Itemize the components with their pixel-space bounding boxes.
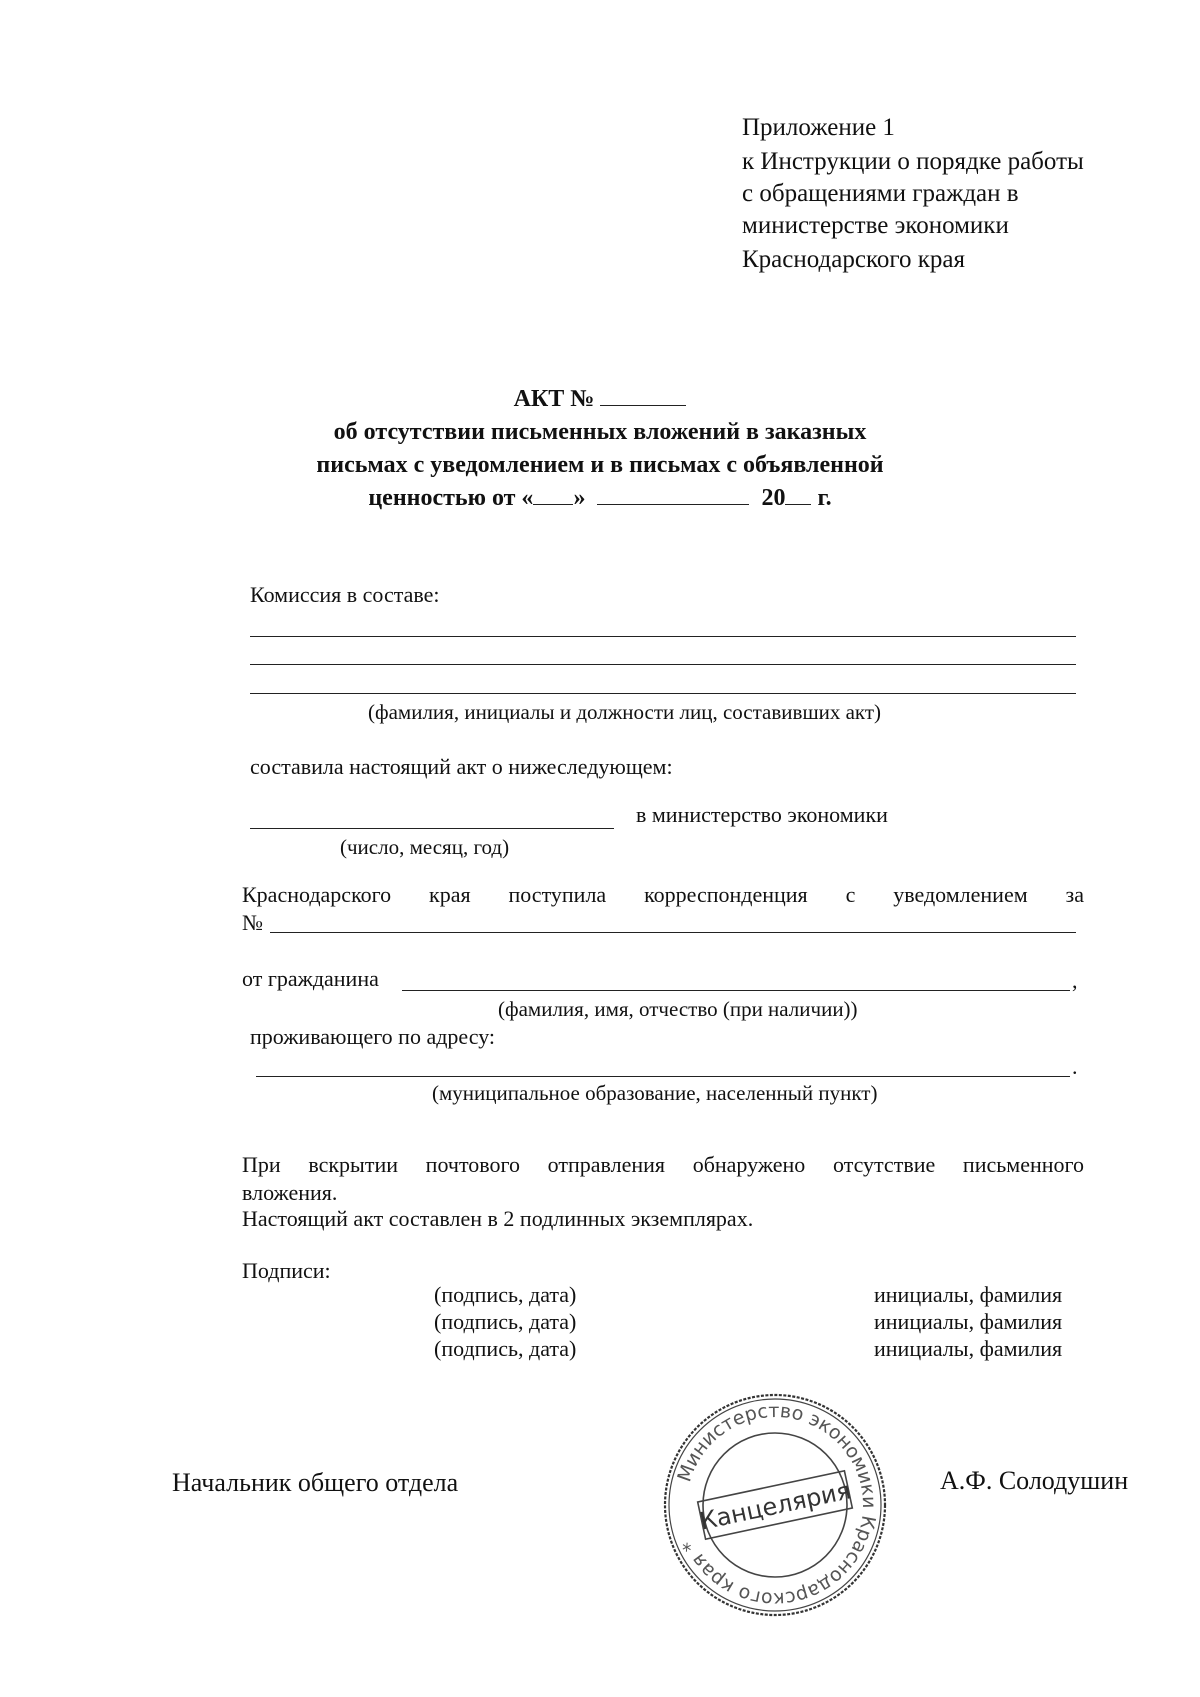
act-date-prefix: ценностью от « [368,485,534,511]
citizen-caption: (фамилия, имя, отчество (при наличии)) [498,997,858,1021]
footer-name: А.Ф. Солодушин [940,1466,1129,1495]
opening-word-7: письменного [962,1152,1084,1177]
act-number-blank [600,383,686,406]
signature-right-3: инициалы, фамилия [874,1336,1063,1361]
date-caption: (число, месяц, год) [340,835,510,859]
citizen-comma: , [1072,968,1078,993]
number-line [270,932,1076,933]
opening-word-4: отправления [547,1152,666,1177]
signatures-label: Подписи: [242,1258,331,1283]
act-subtitle-1: об отсутствии письменных вложений в заказных [333,419,867,445]
stamp-center-text: Канцелярия [697,1476,854,1536]
address-period: . [1072,1054,1078,1079]
address-line [256,1076,1070,1077]
signature-left-2: (подпись, дата) [434,1309,577,1334]
appendix-line-3: с обращениями граждан в [742,180,1019,207]
number-sign: № [242,910,263,935]
opening-line [242,1150,1084,1180]
appendix-number: Приложение 1 [742,114,895,141]
opening-word-5: обнаружено [692,1152,806,1177]
act-date-line [0,482,1200,514]
composed-text: составила настоящий акт о нижеследующем: [250,754,673,779]
footer-position: Начальник общего отдела [172,1468,459,1497]
received-word-2: края [429,882,471,907]
ministry-text: в министерство экономики [636,802,888,827]
address-caption: (муниципальное образование, населенный пункт) [432,1081,878,1105]
appendix-line-4: министерстве экономики [742,212,1009,239]
day-blank [533,482,573,505]
stamp-ring-text: Министерство экономики Краснодарского края * [673,1399,881,1611]
act-title [0,383,1200,415]
commission-line-1 [250,636,1076,637]
signature-right-2: инициалы, фамилия [874,1309,1063,1334]
signature-left-1: (подпись, дата) [434,1282,577,1307]
residing-label: проживающего по адресу: [250,1024,496,1049]
opening-end: вложения. [242,1180,338,1205]
act-subtitle-2: письмах с уведомлением и в письмах с объявленной [316,452,884,478]
act-year-suffix: г. [817,485,832,511]
received-word-3: поступила [508,882,607,907]
stamp-seal [660,1390,890,1620]
appendix-line-5: Краснодарского края [742,246,965,273]
month-blank [597,482,749,505]
act-date-quote: » [573,485,586,511]
commission-label: Комиссия в составе: [250,582,440,607]
from-citizen-label: от гражданина [242,966,379,991]
received-word-5: с [845,882,856,907]
received-word-6: уведомлением [893,882,1028,907]
year-blank [785,482,811,505]
copies-text: Настоящий акт составлен в 2 подлинных экземплярах. [242,1206,754,1231]
received-line [242,880,1084,910]
opening-word-3: почтового [425,1152,520,1177]
signature-right-1: инициалы, фамилия [874,1282,1063,1307]
opening-word-2: вскрытии [308,1152,398,1177]
received-word-7: за [1065,882,1084,907]
commission-line-3 [250,693,1076,694]
date-line [250,828,614,829]
commission-caption: (фамилия, инициалы и должности лиц, составивших акт) [368,700,882,724]
signature-left-3: (подпись, дата) [434,1336,577,1361]
opening-word-1: При [242,1152,281,1177]
act-title-label: АКТ № [513,386,595,412]
act-year-prefix: 20 [761,485,786,511]
commission-line-2 [250,664,1076,665]
received-word-1: Краснодарского [242,882,392,907]
received-word-4: корреспонденция [644,882,808,907]
citizen-line [402,990,1070,991]
opening-word-6: отсутствие [832,1152,936,1177]
appendix-line-2: к Инструкции о порядке работы [742,148,1084,175]
